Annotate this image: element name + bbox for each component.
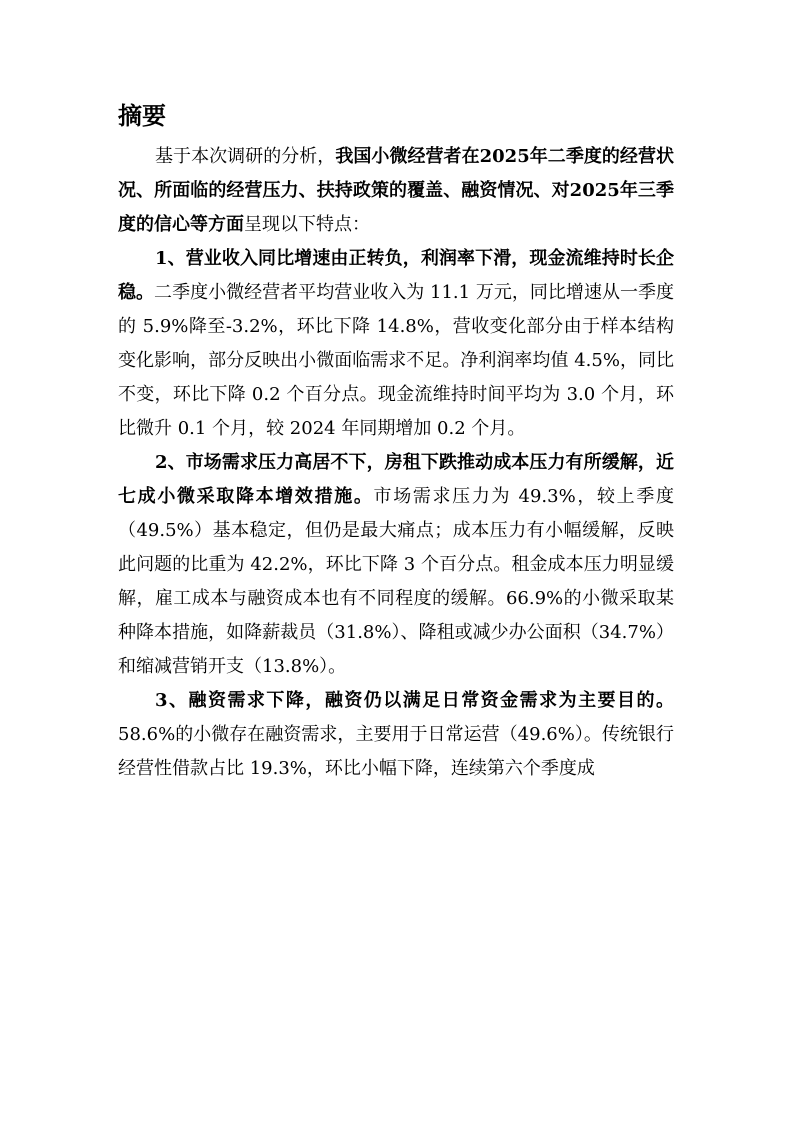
abstract-body	[118, 140, 674, 786]
paragraph-intro	[118, 140, 674, 242]
point-1-heading: 1、营业收入同比增速由正转负，利润率下滑，现金流维持时长企稳。	[118, 248, 674, 303]
point-3-heading: 3、融资需求下降，融资仍以满足日常资金需求为主要目的。	[155, 690, 674, 711]
point-2-text: 市场需求压力为 49.3%，较上季度（49.5%）基本稳定，但仍是最大痛点；成本压力有小幅缓解，反映此问题的比重为 42.2%，环比下降 3 个百分点。租金成本压力明显缓解，雇工成本与融资成本也有不同程度的缓解。66.9%的小微采取某种降本措施，如降薪裁员（31.8%）、降租或减少办公面积（34.7%）和缩减营销开支（13.8%）。	[118, 486, 674, 677]
paragraph-lead: 基于本次调研的分析，	[155, 146, 336, 167]
point-1-text: 二季度小微经营者平均营业收入为 11.1 万元，同比增速从一季度的 5.9%降至-3.2%，环比下降 14.8%，营收变化部分由于样本结构变化影响，部分反映出小微面临需求不足。净利润率均值 4.5%，同比不变，环比下降 0.2 个百分点。现金流维持时间平均为 3.0 个月，环比微升 0.1 个月，较 2024 年同期增加 0.2 个月。	[118, 282, 675, 439]
point-2-heading: 2、市场需求压力高居不下，房租下跌推动成本压力有所缓解，近七成小微采取降本增效措施。	[118, 452, 674, 507]
paragraph-text: 呈现以下特点：	[244, 214, 370, 235]
paragraph-point-1	[118, 242, 674, 446]
point-3-text: 58.6%的小微存在融资需求，主要用于日常运营（49.6%）。传统银行经营性借款占比 19.3%，环比小幅下降，连续第六个季度成	[118, 724, 674, 779]
paragraph-point-3	[118, 684, 674, 786]
paragraph-bold: 我国小微经营者在2025年二季度的经营状况、所面临的经营压力、扶持政策的覆盖、融资情况、对2025年三季度的信心等方面	[118, 146, 674, 235]
paragraph-point-2	[118, 446, 674, 684]
page-title: 摘要	[118, 101, 166, 130]
